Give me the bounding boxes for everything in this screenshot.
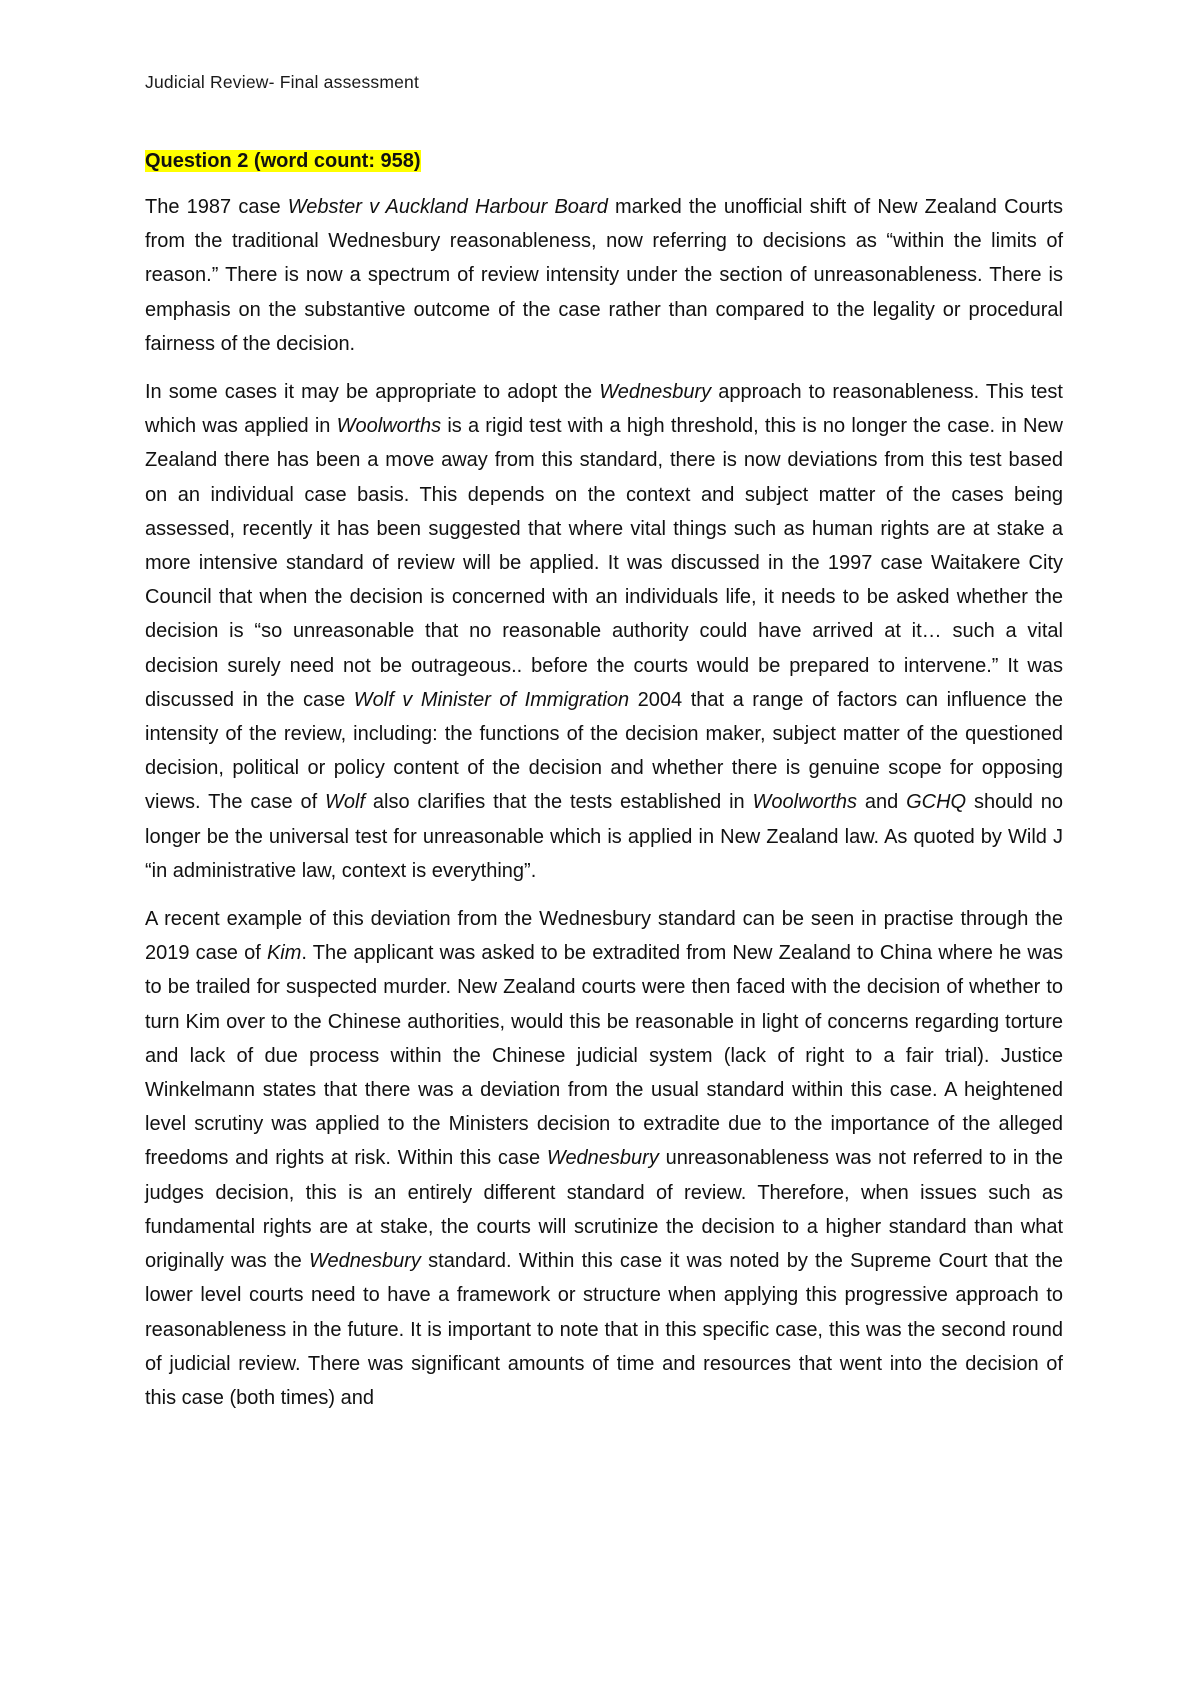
- paragraph-text: approach to reasonableness. This test which was applied in: [145, 381, 1063, 438]
- case-name-italic: Wolf: [325, 791, 366, 814]
- page-header: Judicial Review- Final assessment: [145, 72, 420, 92]
- paragraph-text: unreasonableness was not referred to in the judges decision, this is an entirely different standard of review. Therefore, when issues such as fundamental rights are at stake, the courts will scrutinize the decision to a higher standard than what originally was the: [145, 1147, 1063, 1273]
- paragraph-text: In some cases it may be appropriate to adopt the: [145, 381, 600, 404]
- paragraph-text: A recent example of this deviation from the Wednesbury standard can be seen in practise through the 2019 case of: [145, 908, 1063, 965]
- case-name-italic: Woolworths: [752, 791, 858, 814]
- case-name-italic: Webster v Auckland Harbour Board: [287, 196, 608, 218]
- case-name-italic: GCHQ: [906, 791, 967, 814]
- paragraph-text: marked the unofficial shift of New Zealand Courts from the traditional Wednesbury reasonableness, now referring to decisions as “within the limits of reason.” There is now a spectrum of review intensity under the section of unreasonableness. There is emphasis on the substantive outcome of the case rather than compared to the legality or procedural fairness of the decision.: [145, 196, 1063, 355]
- paragraph-text: and: [857, 791, 907, 814]
- case-name-italic: Wolf v Minister of Immigration: [353, 688, 630, 711]
- case-name-italic: Wednesbury: [599, 381, 712, 404]
- paragraph-text: standard. Within this case it was noted by the Supreme Court that the lower level courts need to have a framework or structure when applying this progressive approach to reasonableness in the future. It is important to note that in this specific case, this was the second round of judicial review. There was significant amounts of time and resources that went into the decision of this case (both times) and: [145, 1250, 1064, 1409]
- paragraph-text: 2004 that a range of factors can influence the intensity of the review, including: the functions of the decision maker, subject matter of the questioned decision, political or policy content of the decision and whether there is genuine scope for opposing views. The case of: [145, 688, 1063, 814]
- body-paragraph: [145, 375, 1063, 888]
- question-title: [145, 146, 1063, 176]
- paragraph-text: The 1987 case: [145, 196, 288, 218]
- case-name-italic: Kim: [266, 942, 302, 965]
- paragraph-text: also clarifies that the tests established in: [365, 791, 753, 814]
- paragraph-text: should no longer be the universal test for unreasonable which is applied in New Zealand law. As quoted by Wild J “in administrative law, context is everything”.: [145, 791, 1064, 882]
- paragraph-text: . The applicant was asked to be extradited from New Zealand to China where he was to be trailed for suspected murder. New Zealand courts were then faced with the decision of whether to turn Kim over to the Chinese authorities, would this be reasonable in light of concerns regarding torture and lack of due process within the Chinese judicial system (lack of right to a fair trial). Justice Winkelmann states that there was a deviation from the usual standard within this case. A heightened level scrutiny was applied to the Ministers decision to extradite due to the importance of the alleged freedoms and rights at risk. Within this case: [145, 942, 1063, 1170]
- case-name-italic: Wednesbury: [546, 1147, 659, 1170]
- case-name-italic: Woolworths: [336, 415, 442, 438]
- case-name-italic: Wednesbury: [309, 1250, 421, 1273]
- body-paragraph: [145, 902, 1063, 1415]
- document-body: [145, 146, 1063, 1415]
- body-paragraph: [145, 190, 1063, 361]
- question-title-highlight: Question 2 (word count: 958): [145, 150, 421, 172]
- paragraph-text: is a rigid test with a high threshold, this is no longer the case. in New Zealand there has been a move away from this standard, there is now deviations from this test based on an individual case basis. This depends on the context and subject matter of the cases being assessed, recently it has been suggested that where vital things such as human rights are at stake a more intensive standard of review will be applied. It was discussed in the 1997 case Waitakere City Council that when the decision is concerned with an individuals life, it needs to be asked whether the decision is “so unreasonable that no reasonable authority could have arrived at it… such a vital decision surely need not be outrageous.. before the courts would be prepared to intervene.” It was discussed in the case: [145, 415, 1063, 711]
- paragraph-list: [145, 190, 1063, 1415]
